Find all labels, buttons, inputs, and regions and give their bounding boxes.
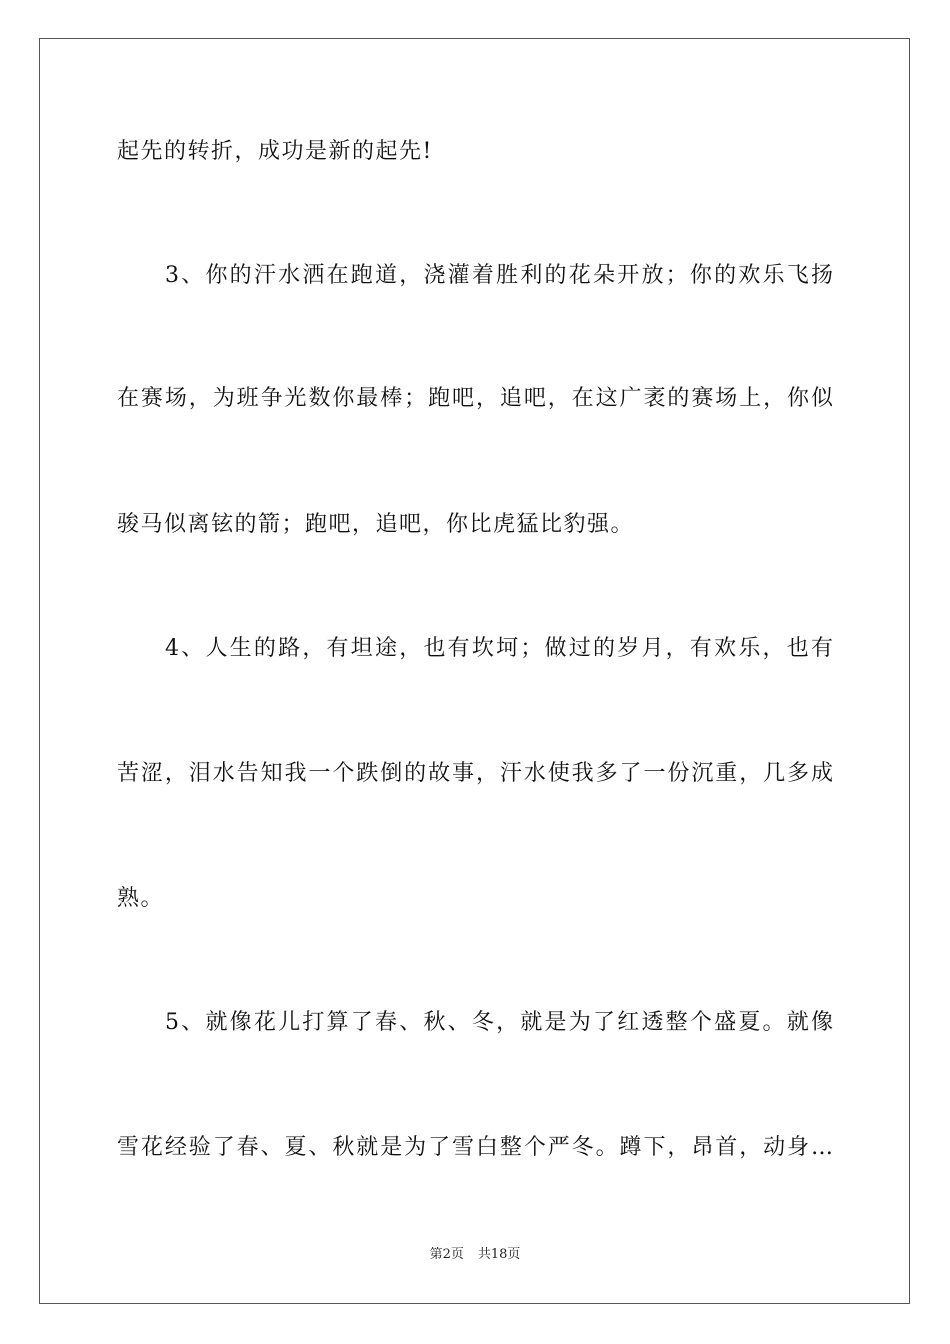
page-footer (0, 1246, 950, 1264)
text-line-4: 骏马似离铉的箭；跑吧，追吧，你比虎猛比豹强。 (117, 512, 635, 537)
text-line-2: 3、你的汗水洒在跑道，浇灌着胜利的花朵开放；你的欢乐飞扬 (165, 263, 833, 288)
text-line-3: 在赛场，为班争光数你最棒；跑吧，追吧，在这广袤的赛场上，你似 (117, 386, 833, 411)
text-line-5: 4、人生的路，有坦途，也有坎坷；做过的岁月，有欢乐，也有 (165, 636, 833, 661)
text-line-6: 苦涩，泪水告知我一个跌倒的故事，汗水使我多了一份沉重，几多成 (117, 761, 833, 786)
text-line-1: 起先的转折，成功是新的起先! (117, 139, 433, 164)
total-pages: 共18页 (477, 1247, 521, 1262)
page-border (39, 38, 910, 1304)
text-line-8: 5、就像花儿打算了春、秋、冬，就是为了红透整个盛夏。就像 (165, 1010, 833, 1035)
text-line-9: 雪花经验了春、夏、秋就是为了雪白整个严冬。蹲下，昂首，动身… (117, 1135, 833, 1160)
text-line-7: 熟。 (117, 886, 165, 911)
page-number: 第2页 (429, 1247, 464, 1262)
